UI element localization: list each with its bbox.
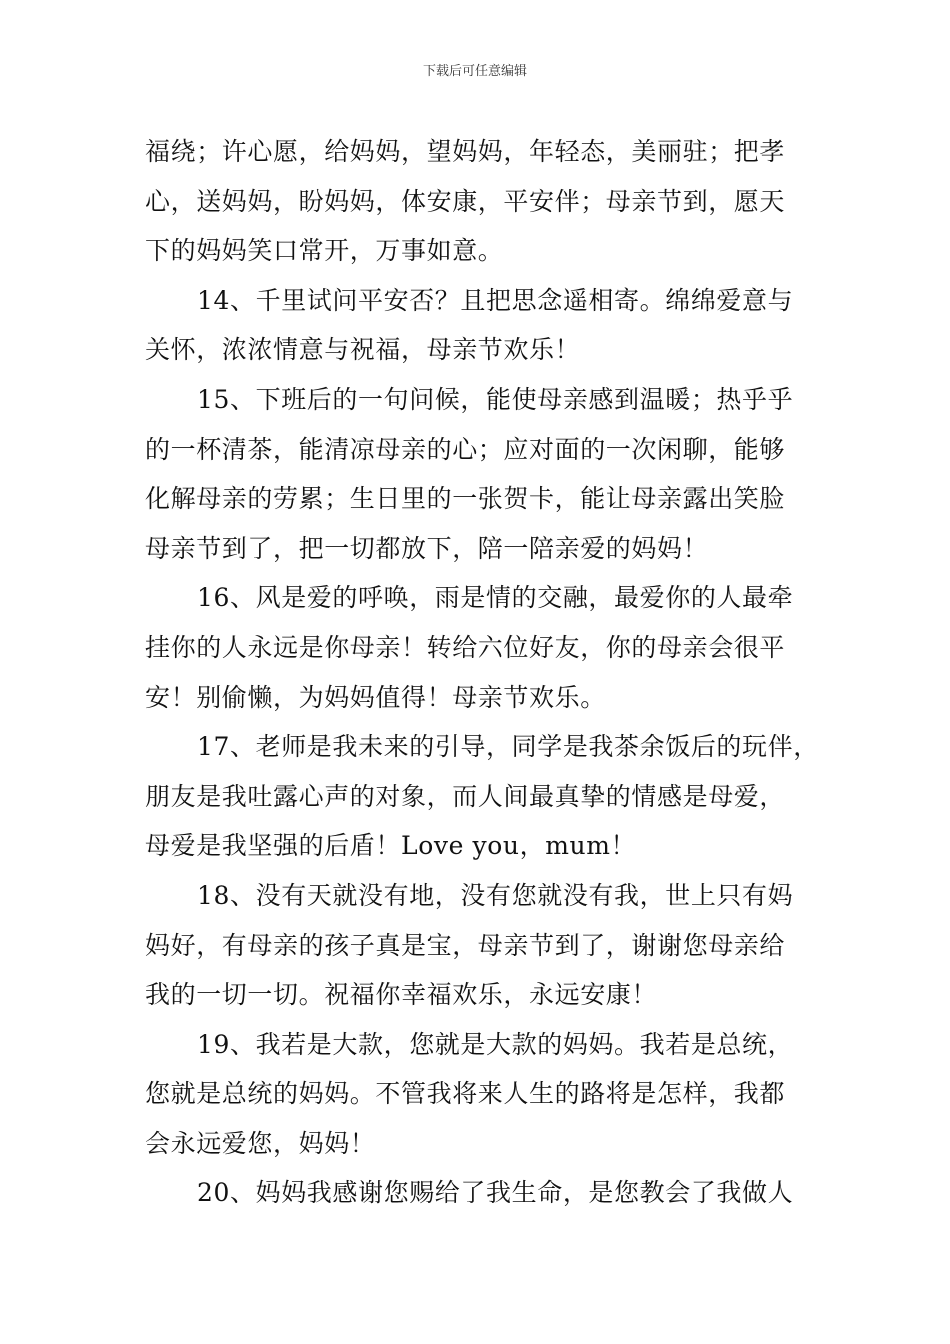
text-line: 会永远爱您，妈妈！ — [145, 1128, 376, 1158]
text-line: 安！别偷懒，为妈妈值得！母亲节欢乐。 — [145, 682, 606, 712]
paragraph-start-line: 16、风是爱的呼唤，雨是情的交融，最爱你的人最牵 — [197, 583, 794, 613]
text-line: 化解母亲的劳累；生日里的一张贺卡，能让母亲露出笑脸 — [145, 484, 786, 514]
text-line: 您就是总统的妈妈。不管我将来人生的路将是怎样，我都 — [145, 1079, 786, 1109]
paragraph-start-line: 20、妈妈我感谢您赐给了我生命，是您教会了我做人 — [197, 1178, 794, 1208]
paragraph-start-line: 18、没有天就没有地，没有您就没有我，世上只有妈 — [197, 880, 794, 910]
document-body — [145, 127, 835, 1218]
text-line: 关怀，浓浓情意与祝福，母亲节欢乐！ — [145, 335, 581, 365]
text-line: 我的一切一切。祝福你幸福欢乐，永远安康！ — [145, 980, 658, 1010]
text-line: 福绕；许心愿，给妈妈，望妈妈，年轻态，美丽驻；把孝 — [145, 137, 786, 166]
paragraph-start-line: 19、我若是大款，您就是大款的妈妈。我若是总统， — [197, 1029, 794, 1059]
text-line: 下的妈妈笑口常开，万事如意。 — [145, 236, 504, 266]
text-line: 的一杯清茶，能清凉母亲的心；应对面的一次闲聊，能够 — [145, 434, 786, 464]
text-line: 母亲节到了，把一切都放下，陪一陪亲爱的妈妈！ — [145, 533, 709, 563]
text-line: 心，送妈妈，盼妈妈，体安康，平安伴；母亲节到，愿天 — [145, 186, 786, 216]
text-line: 挂你的人永远是你母亲！转给六位好友，你的母亲会很平 — [145, 632, 786, 662]
text-line: 朋友是我吐露心声的对象，而人间最真挚的情感是母爱， — [145, 781, 786, 811]
paragraph-start-line: 17、老师是我未来的引导，同学是我茶余饭后的玩伴， — [197, 732, 819, 762]
text-line: 母爱是我坚强的后盾！Love you，mum！ — [145, 831, 637, 861]
paragraph-start-line: 15、下班后的一句问候，能使母亲感到温暖；热乎乎 — [197, 384, 794, 414]
paragraph-start-line: 14、千里试问平安否？且把思念遥相寄。绵绵爱意与 — [197, 285, 794, 315]
page-header: 下载后可任意编辑 — [422, 64, 527, 79]
text-line: 妈好，有母亲的孩子真是宝，母亲节到了，谢谢您母亲给 — [145, 930, 786, 960]
